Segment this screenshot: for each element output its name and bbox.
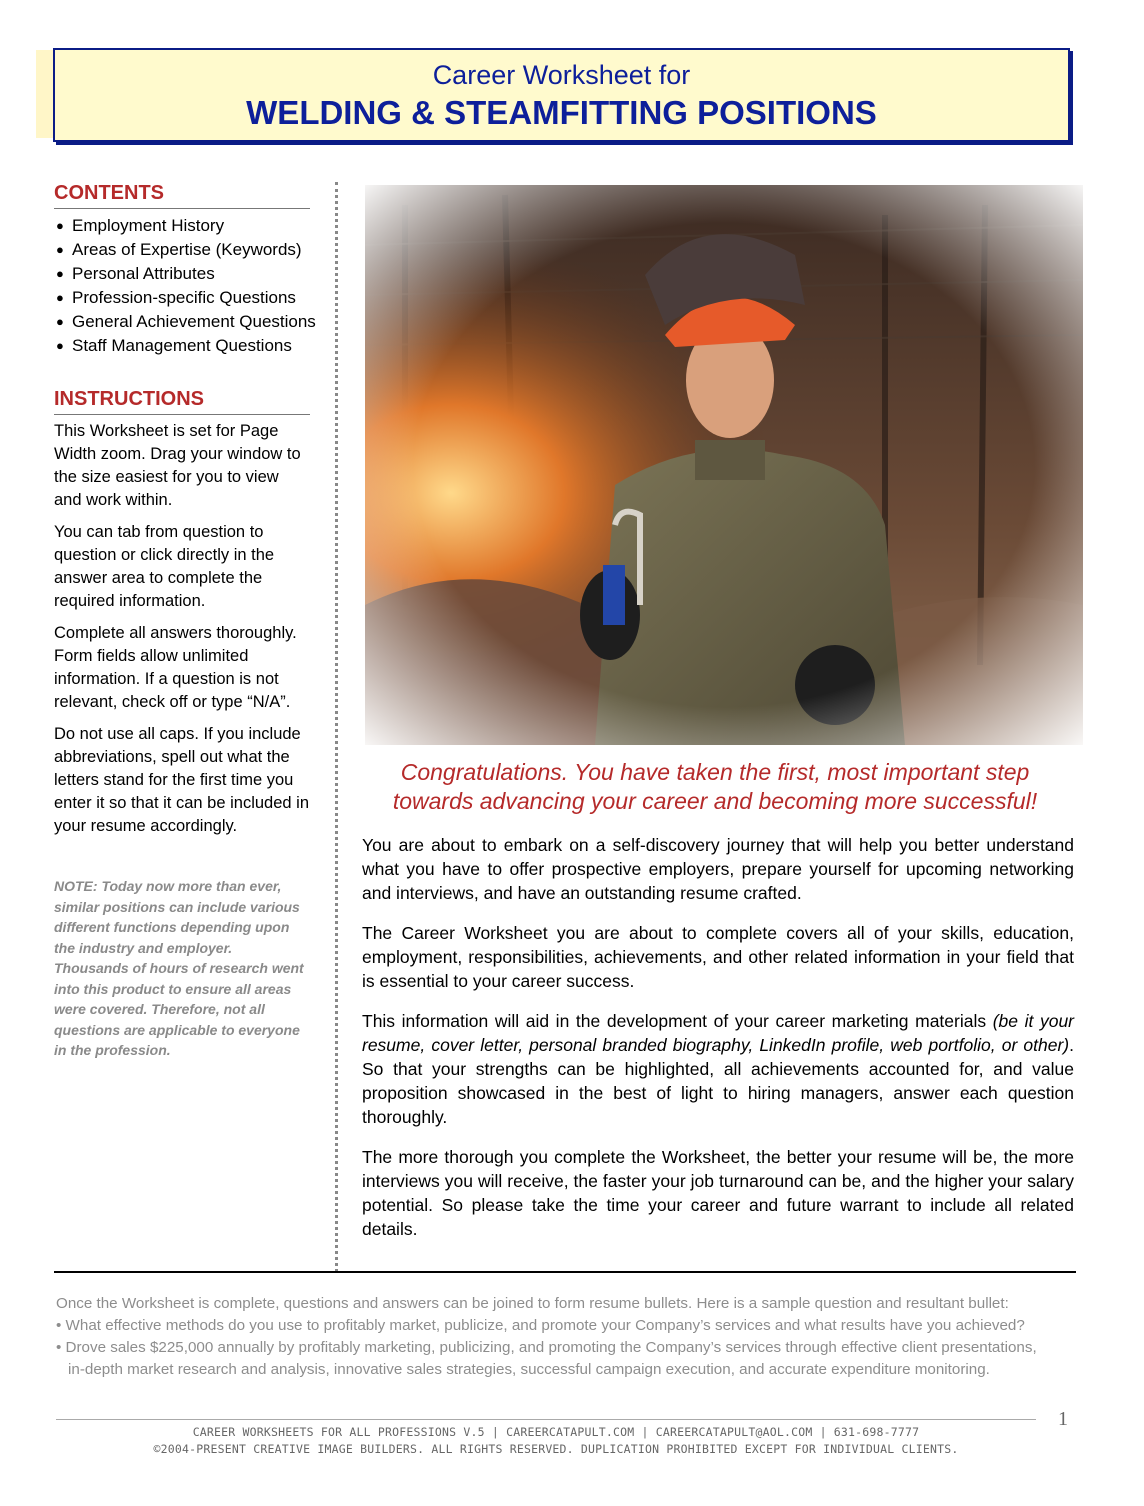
- paragraph3-end: . So that your strengths can be highlighted, all achievements accounted for, and value proposition showcased in the best of light to hiring managers, answer each question thoroughly.: [362, 1035, 1074, 1127]
- sample-answer-line-2: in-depth market research and analysis, innovative sales strategies, successful campaign execution, and accurate expenditure monitoring.: [68, 1361, 990, 1378]
- paragraph3-start: This information will aid in the development of your career marketing materials: [362, 1011, 993, 1031]
- instruction-paragraph: Complete all answers thoroughly. Form fields allow unlimited information. If a question is not relevant, check off or type “N/A”.: [54, 624, 297, 711]
- intro-paragraph-2: The Career Worksheet you are about to complete covers all of your skills, education, employment, responsibilities, achievements, and other related information in your field that is essential to your career success.: [362, 923, 1074, 991]
- contents-item-label: Profession-specific Questions: [72, 288, 296, 307]
- congratulations-message: [360, 758, 1070, 816]
- bullet-icon: ●: [56, 242, 64, 257]
- contents-item[interactable]: [54, 286, 310, 310]
- bullet-icon: ●: [56, 218, 64, 233]
- bullet-icon: ●: [56, 314, 64, 329]
- intro-paragraph-1: You are about to embark on a self-discovery journey that will help you better understand what you have to offer prospective employers, prepare yourself for upcoming networking and interviews, and have an outstanding resume crafted.: [362, 835, 1074, 903]
- column-divider: [335, 182, 338, 1272]
- sample-answer-line-1: • Drove sales $225,000 annually by profitably marketing, publicizing, and promoting the Company’s services through effective client presentations,: [56, 1339, 1037, 1356]
- title-line-1: Career Worksheet for: [432, 60, 691, 90]
- bullet-icon: ●: [56, 266, 64, 281]
- instructions: [54, 420, 310, 838]
- contents-item[interactable]: [54, 262, 310, 286]
- instruction-paragraph: You can tab from question to question or click directly in the answer area to complete the required information.: [54, 523, 275, 610]
- contents-list: [54, 214, 316, 358]
- contents-item-label: Employment History: [72, 216, 225, 235]
- congrats-line-2: towards advancing your career and becoming more successful!: [392, 788, 1038, 814]
- contents-item-label: General Achievement Questions: [72, 312, 316, 331]
- contents-item-label: Areas of Expertise (Keywords): [72, 240, 302, 259]
- sample-question: • What effective methods do you use to profitably market, publicize, and promote your Company’s services and what results have you achieved?: [56, 1317, 1025, 1334]
- header-accent: [36, 50, 54, 138]
- contents-item[interactable]: [54, 310, 316, 334]
- copyright-divider: [56, 1419, 1036, 1420]
- page-number: 1: [1058, 1408, 1068, 1430]
- photo-vignette: [365, 185, 1083, 745]
- contents-item-label: Staff Management Questions: [72, 336, 292, 355]
- intro-body: [362, 833, 1074, 1257]
- contents-item[interactable]: [54, 334, 310, 358]
- intro-paragraph-4: The more thorough you complete the Worksheet, the better your resume will be, the more interviews you will receive, the faster your job turnaround can be, and the higher your salary potential. So please take the time your career and future warrant to include all related details.: [362, 1147, 1074, 1239]
- instruction-paragraph: This Worksheet is set for Page Width zoom. Drag your window to the size easiest for you to view and work within.: [54, 422, 301, 509]
- contents-item[interactable]: [54, 214, 310, 238]
- page-title: WELDING & STEAMFITTING POSITIONS: [246, 94, 877, 131]
- congrats-line-1: Congratulations. You have taken the first, most important step: [400, 759, 1030, 785]
- bullet-icon: ●: [56, 290, 64, 305]
- section-divider: [54, 1271, 1076, 1273]
- sidebar: [54, 182, 316, 1061]
- instruction-paragraph: Do not use all caps. If you include abbreviations, spell out what the letters stand for the first time you enter it so that it can be included in your resume accordingly.: [54, 725, 309, 835]
- contents-heading: CONTENTS: [54, 182, 310, 209]
- paragraph3-italic: (be it your resume, cover letter, personal branded biography, LinkedIn profile, web portfolio, or other): [362, 1011, 1075, 1055]
- instructions-heading: INSTRUCTIONS: [54, 388, 310, 415]
- copyright: [56, 1424, 1056, 1458]
- contents-item-label: Personal Attributes: [72, 264, 215, 283]
- copyright-line-2: ©2004-PRESENT CREATIVE IMAGE BUILDERS. ALL RIGHTS RESERVED. DUPLICATION PROHIBITED EXCEPT FOR INDIVIDUAL CLIENTS.: [153, 1442, 959, 1456]
- intro-paragraph-3: [362, 1009, 1074, 1129]
- bullet-icon: ●: [56, 338, 64, 353]
- note-label: NOTE:: [54, 878, 98, 894]
- copyright-line-1: CAREER WORKSHEETS FOR ALL PROFESSIONS V.5 | CAREERCATAPULT.COM | CAREERCATAPULT@AOL.COM | 631-698-7777: [192, 1425, 920, 1439]
- welder-photo: [365, 185, 1083, 745]
- note-text: Today now more than ever, similar positions can include various different functions depending upon the industry and employer. Thousands of hours of research went into this product to ensure all areas were covered. Therefore, not all questions are applicable to everyone in the profession.: [54, 878, 304, 1058]
- contents-item[interactable]: [54, 238, 310, 262]
- title-banner: [53, 48, 1070, 142]
- sample-intro: Once the Worksheet is complete, questions and answers can be joined to form resume bullets. Here is a sample question and resultant bullet:: [56, 1295, 1009, 1312]
- sample-bullet-note: [56, 1293, 1076, 1381]
- note: [54, 876, 310, 1061]
